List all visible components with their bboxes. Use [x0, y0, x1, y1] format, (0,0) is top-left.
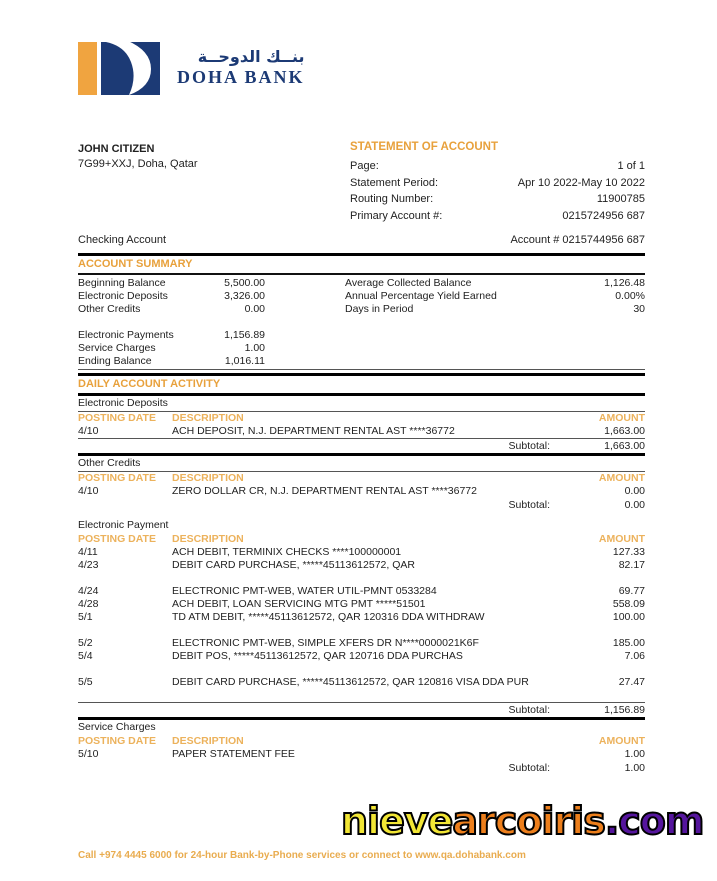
summary-value: 1,126.48 [604, 277, 645, 289]
transaction-row [78, 637, 645, 650]
amount-cell: 69.77 [618, 585, 645, 597]
description-cell: ACH DEBIT, LOAN SERVICING MTG PMT *****51501 [172, 598, 426, 610]
summary-row [78, 290, 265, 303]
transaction-row [78, 650, 645, 663]
amount-cell: 7.06 [624, 650, 645, 662]
activity-section-name: Electronic Payment [78, 519, 169, 531]
activity-section [78, 518, 645, 720]
summary-value: 1,156.89 [224, 329, 265, 341]
summary-label: Ending Balance [78, 355, 152, 367]
summary-label: Other Credits [78, 303, 141, 315]
summary-value: 0.00% [615, 290, 645, 302]
customer-name: JOHN CITIZEN [78, 143, 155, 155]
summary-right-column [345, 277, 645, 368]
subtotal-row [78, 498, 645, 512]
amount-cell: 127.33 [612, 546, 645, 558]
posting-date-cell: 5/1 [78, 611, 93, 623]
sail-icon [101, 35, 160, 97]
posting-date-cell: 4/11 [78, 546, 98, 558]
description-cell: ACH DEPOSIT, N.J. DEPARTMENT RENTAL AST ****36772 [172, 425, 455, 437]
description-cell: DEBIT CARD PURCHASE, *****45113612572, QAR 120816 VISA DDA PUR [172, 676, 529, 688]
summary-row [345, 303, 645, 316]
transaction-row [78, 425, 645, 438]
doha-bank-logo [78, 38, 305, 96]
activity-column-headers [78, 735, 645, 748]
posting-date-cell: 4/10 [78, 485, 99, 497]
statement-field-label: Primary Account #: [350, 209, 443, 222]
posting-date-cell: 5/4 [78, 650, 93, 662]
summary-row [78, 342, 265, 355]
watermark-text [341, 799, 704, 843]
summary-row [345, 277, 645, 290]
statement-field-row [350, 175, 645, 192]
account-type: Checking Account [78, 234, 167, 246]
activity-column-headers [78, 472, 645, 485]
customer-address: 7G99+XXJ, Doha, Qatar [78, 158, 198, 170]
amount-cell: 100.00 [612, 611, 645, 623]
amount-cell: 27.47 [618, 676, 645, 688]
transaction-row [78, 748, 645, 761]
subtotal-label: Subtotal: [508, 704, 550, 716]
summary-label: Beginning Balance [78, 277, 166, 289]
posting-date-header: POSTING DATE [78, 533, 156, 545]
statement-field-label: Statement Period: [350, 176, 439, 189]
amount-header: AMOUNT [598, 412, 645, 424]
activity-section [78, 720, 645, 775]
statement-field-row [350, 208, 645, 225]
transaction-row [78, 598, 645, 611]
activity-section [78, 456, 645, 512]
subtotal-row [78, 439, 645, 453]
subtotal-row [78, 761, 645, 775]
summary-row [78, 277, 265, 290]
summary-row [78, 355, 265, 368]
description-cell: TD ATM DEBIT, *****45113612572, QAR 120316 DDA WITHDRAW [172, 611, 485, 623]
statement-field-value: 11900785 [596, 193, 645, 205]
activity-section-name: Electronic Deposits [78, 396, 645, 412]
spacer-row [78, 624, 645, 637]
summary-value: 0.00 [244, 303, 265, 315]
subtotal-amount: 1,663.00 [604, 440, 645, 452]
summary-row [78, 316, 265, 329]
posting-date-cell: 4/24 [78, 585, 99, 597]
summary-label: Annual Percentage Yield Earned [345, 290, 497, 302]
transaction-row [78, 559, 645, 572]
transaction-row [78, 585, 645, 598]
subtotal-label: Subtotal: [508, 762, 550, 774]
activity-sections [78, 396, 645, 775]
spacer-row [78, 663, 645, 676]
subtotal-row [78, 703, 645, 717]
transaction-row [78, 676, 645, 689]
statement-title: STATEMENT OF ACCOUNT [350, 141, 498, 153]
description-cell: ACH DEBIT, TERMINIX CHECKS ****100000001 [172, 546, 402, 558]
summary-value: 1,016.11 [224, 355, 265, 367]
description-header: DESCRIPTION [172, 472, 244, 484]
bank-name-arabic: بنــك الدوحــة [197, 46, 305, 66]
posting-date-cell: 5/5 [78, 676, 93, 688]
statement-field-label: Routing Number: [350, 193, 434, 205]
account-line [78, 234, 645, 246]
statement-field-label: Page: [350, 160, 379, 172]
amount-header: AMOUNT [598, 735, 645, 747]
description-cell: ELECTRONIC PMT-WEB, SIMPLE XFERS DR N****0000021K6F [172, 637, 479, 649]
description-header: DESCRIPTION [172, 735, 244, 747]
amount-cell: 82.17 [618, 559, 645, 571]
posting-date-header: POSTING DATE [78, 412, 156, 424]
activity-column-headers [78, 412, 645, 425]
logo-text [177, 47, 305, 88]
statement-info [350, 141, 645, 224]
logo-mark [78, 38, 164, 96]
amount-cell: 1,663.00 [604, 425, 645, 437]
description-header: DESCRIPTION [172, 533, 244, 545]
statement-body [78, 253, 645, 775]
watermark-segment: arcoiris [452, 799, 605, 843]
description-cell: ZERO DOLLAR CR, N.J. DEPARTMENT RENTAL AST ****36772 [172, 485, 477, 497]
summary-value: 3,326.00 [224, 290, 265, 302]
statement-fields [350, 158, 645, 224]
summary-row [78, 303, 265, 316]
spacer-row [78, 689, 645, 702]
posting-date-cell: 5/2 [78, 637, 93, 649]
customer-block [78, 142, 198, 173]
summary-label: Average Collected Balance [345, 277, 472, 289]
amount-header: AMOUNT [598, 533, 645, 545]
statement-field-value: 1 of 1 [617, 160, 645, 172]
transaction-row [78, 546, 645, 559]
activity-section [78, 396, 645, 456]
footer-text: Call +974 4445 6000 for 24-hour Bank-by-Phone services or connect to www.qa.dohabank.com [78, 850, 526, 861]
activity-section-name: Other Credits [78, 456, 645, 472]
summary-label: Service Charges [78, 342, 156, 354]
amount-cell: 185.00 [612, 637, 645, 649]
posting-date-cell: 4/28 [78, 598, 99, 610]
subtotal-label: Subtotal: [508, 499, 550, 511]
activity-section-name: Service Charges [78, 721, 156, 733]
summary-row [78, 329, 265, 342]
logo-orange-bar [78, 42, 97, 95]
activity-column-headers [78, 533, 645, 546]
summary-row [345, 290, 645, 303]
summary-label: Days in Period [345, 303, 414, 315]
subtotal-label: Subtotal: [508, 440, 550, 452]
summary-label: Electronic Payments [78, 329, 174, 341]
posting-date-cell: 4/10 [78, 425, 99, 437]
transaction-row [78, 485, 645, 498]
statement-field-row [350, 191, 645, 208]
watermark-segment: nieve [341, 799, 453, 843]
account-summary-table [78, 275, 645, 369]
description-cell: DEBIT POS, *****45113612572, QAR 120716 DDA PURCHAS [172, 650, 463, 662]
spacer-row [78, 572, 645, 585]
amount-cell: 558.09 [612, 598, 645, 610]
posting-date-cell: 4/23 [78, 559, 99, 571]
posting-date-header: POSTING DATE [78, 472, 156, 484]
amount-cell: 0.00 [624, 485, 645, 497]
summary-value: 30 [633, 303, 645, 315]
posting-date-header: POSTING DATE [78, 735, 156, 747]
summary-left-column [78, 277, 265, 368]
transaction-row [78, 611, 645, 624]
amount-header: AMOUNT [598, 472, 645, 484]
summary-label: Electronic Deposits [78, 290, 168, 302]
bank-name-english: DOHA BANK [177, 66, 305, 87]
statement-field-value: 0215724956 687 [562, 209, 645, 222]
account-summary-title: ACCOUNT SUMMARY [78, 258, 193, 270]
description-header: DESCRIPTION [172, 412, 244, 424]
summary-value: 5,500.00 [224, 277, 265, 289]
subtotal-amount: 1.00 [624, 762, 645, 774]
description-cell: DEBIT CARD PURCHASE, *****45113612572, QAR [172, 559, 415, 571]
description-cell: ELECTRONIC PMT-WEB, WATER UTIL-PMNT 0533284 [172, 585, 437, 597]
summary-value: 1.00 [244, 342, 265, 354]
account-number: Account # 0215744956 687 [510, 234, 645, 246]
amount-cell: 1.00 [624, 748, 645, 760]
description-cell: PAPER STATEMENT FEE [172, 748, 295, 760]
daily-activity-title: DAILY ACCOUNT ACTIVITY [78, 378, 221, 390]
statement-field-value: Apr 10 2022-May 10 2022 [517, 176, 645, 189]
subtotal-amount: 0.00 [624, 499, 645, 511]
posting-date-cell: 5/10 [78, 748, 99, 760]
statement-field-row [350, 158, 645, 175]
watermark-segment: .com [604, 799, 704, 843]
subtotal-amount: 1,156.89 [604, 704, 645, 716]
